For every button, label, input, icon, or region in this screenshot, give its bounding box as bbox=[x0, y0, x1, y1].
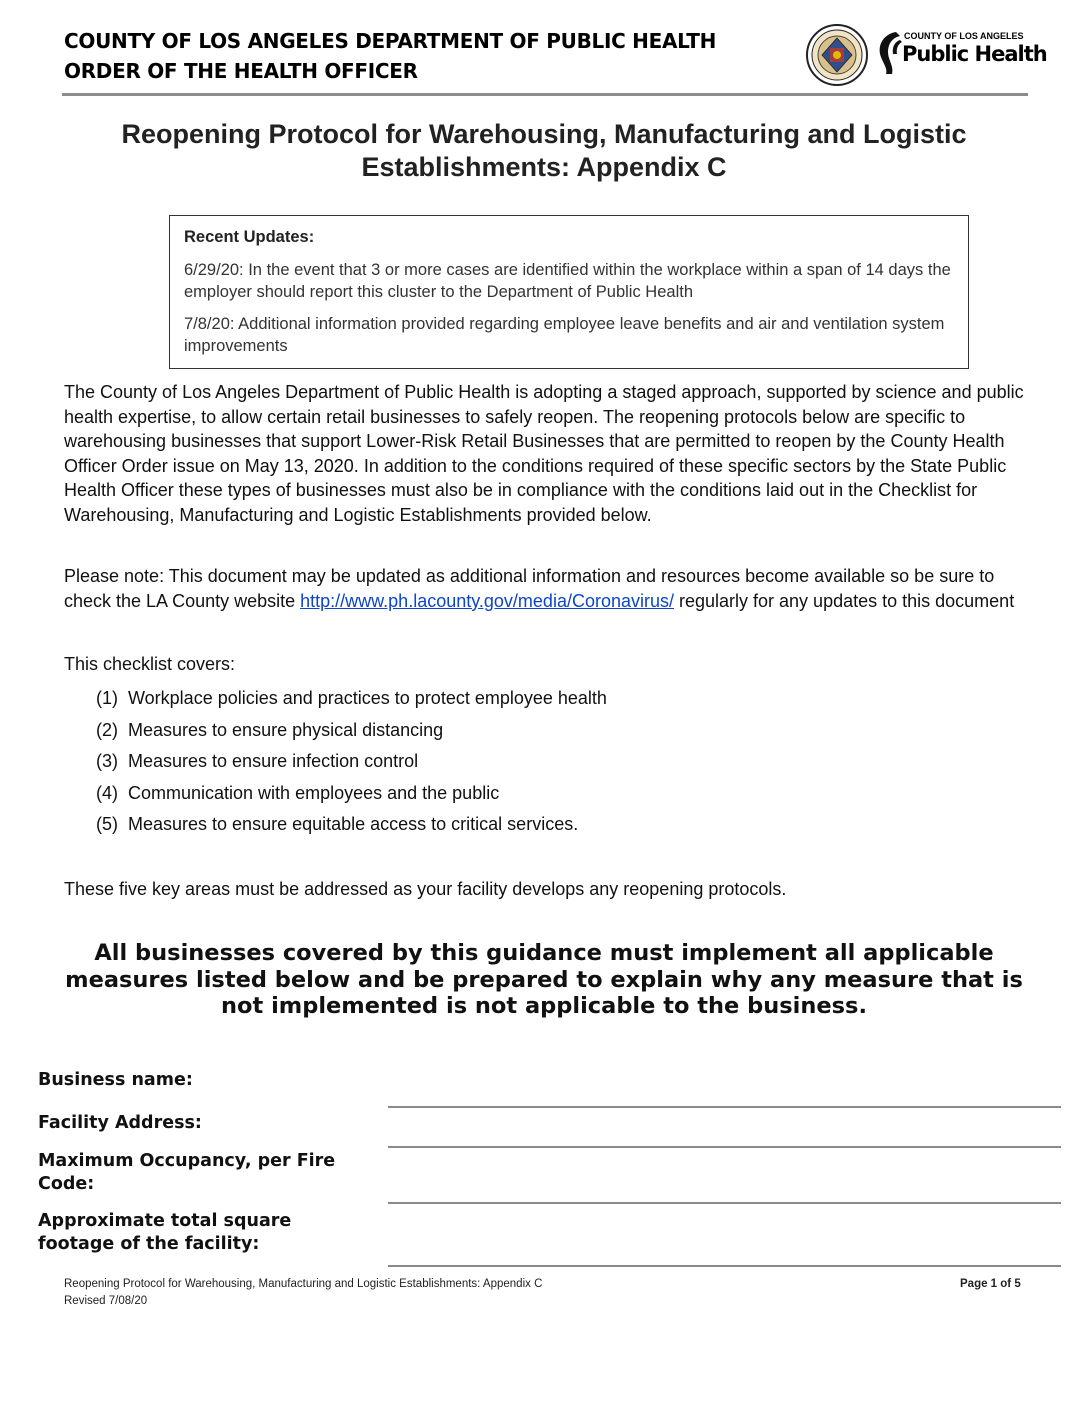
logo-public-health-text: Public Health bbox=[902, 42, 1047, 66]
title-line-2: Establishments: Appendix C bbox=[361, 152, 727, 182]
checklist-item bbox=[96, 720, 607, 752]
checklist-text: Measures to ensure infection control bbox=[128, 751, 419, 771]
recent-updates-heading: Recent Updates: bbox=[184, 228, 315, 246]
checklist-number: (2) bbox=[96, 719, 118, 740]
checklist-number: (1) bbox=[96, 688, 118, 708]
checklist-text: Measures to ensure physical distancing bbox=[128, 719, 444, 740]
note-text-end: regularly for any updates to this document bbox=[674, 590, 1015, 611]
footer-page-number: Page 1 of 5 bbox=[960, 1278, 1021, 1290]
title-line-1: Reopening Protocol for Warehousing, Manufacturing and Logistic bbox=[121, 119, 967, 149]
logo-county-text: COUNTY OF LOS ANGELES bbox=[904, 31, 1024, 41]
checklist-number: (5) bbox=[96, 814, 118, 834]
header-divider bbox=[62, 93, 1028, 96]
square-footage-label: Approximate total square footage of the facility: bbox=[38, 1211, 292, 1254]
update-item: 7/8/20: Additional information provided regarding employee leave benefits and air and ventilation system improvements bbox=[184, 315, 945, 355]
county-seal-logo bbox=[806, 24, 868, 86]
key-areas-paragraph: These five key areas must be addressed as your facility develops any reopening protocols. bbox=[64, 879, 787, 899]
intro-paragraph: The County of Los Angeles Department of Public Health is adopting a staged approach, supported by science and public health expertise, to allow certain retail businesses to safely reopen. The reopening protocols below are specific to warehousing businesses that support Lower-Risk Retail Businesses that are permitted to reopen by the County Health Officer Order issue on May 13, 2020. In addition to the conditions required of these specific sectors by the State Public Health Officer these types of businesses must also be in compliance with the conditions laid out in the Checklist for Warehousing, Manufacturing and Logistic Establishments provided below. bbox=[64, 382, 1024, 525]
business-name-field[interactable] bbox=[388, 1106, 1061, 1108]
document-title bbox=[40, 118, 1048, 184]
facility-address-field[interactable] bbox=[388, 1146, 1061, 1148]
checklist-text: Communication with employees and the public bbox=[128, 782, 500, 803]
implementation-requirement: All businesses covered by this guidance must implement all applicable measures listed below and be prepared to explain why any measure that is not implemented is not applicable to the business. bbox=[65, 940, 1023, 1019]
checklist-item bbox=[96, 814, 607, 846]
checklist-number: (3) bbox=[96, 751, 118, 771]
checklist-item bbox=[96, 751, 607, 783]
checklist-text: Workplace policies and practices to protect employee health bbox=[128, 688, 607, 708]
footer-revised-date: Revised 7/08/20 bbox=[64, 1295, 148, 1307]
header-department: COUNTY OF LOS ANGELES DEPARTMENT OF PUBLIC HEALTH bbox=[64, 29, 717, 53]
note-text: Please note: This document may be updated as additional information and resources become available so be sure to check the LA County website bbox=[64, 566, 995, 611]
facility-address-label: Facility Address: bbox=[38, 1113, 202, 1133]
max-occupancy-label: Maximum Occupancy, per Fire Code: bbox=[38, 1151, 336, 1194]
public-health-logo bbox=[874, 28, 1047, 76]
checklist-item bbox=[96, 783, 607, 815]
update-item: 6/29/20: In the event that 3 or more cases are identified within the workplace within a span of 14 days the employer should report this cluster to the Department of Public Health bbox=[184, 261, 951, 301]
square-footage-field[interactable] bbox=[388, 1265, 1061, 1267]
checklist-intro: This checklist covers: bbox=[64, 654, 236, 674]
update-note-paragraph bbox=[64, 564, 1024, 613]
checklist-number: (4) bbox=[96, 782, 118, 803]
checklist-item bbox=[96, 688, 607, 720]
checklist bbox=[96, 688, 607, 846]
max-occupancy-field[interactable] bbox=[388, 1202, 1061, 1204]
recent-updates-box bbox=[169, 215, 969, 369]
checklist-text: Measures to ensure equitable access to critical services. bbox=[128, 814, 579, 834]
la-county-website-link[interactable]: http://www.ph.lacounty.gov/media/Coronavirus/ bbox=[300, 590, 674, 611]
header-order: ORDER OF THE HEALTH OFFICER bbox=[64, 59, 418, 83]
footer-document-title: Reopening Protocol for Warehousing, Manufacturing and Logistic Establishments: Appendix C bbox=[64, 1278, 543, 1290]
business-name-label: Business name: bbox=[38, 1070, 193, 1090]
